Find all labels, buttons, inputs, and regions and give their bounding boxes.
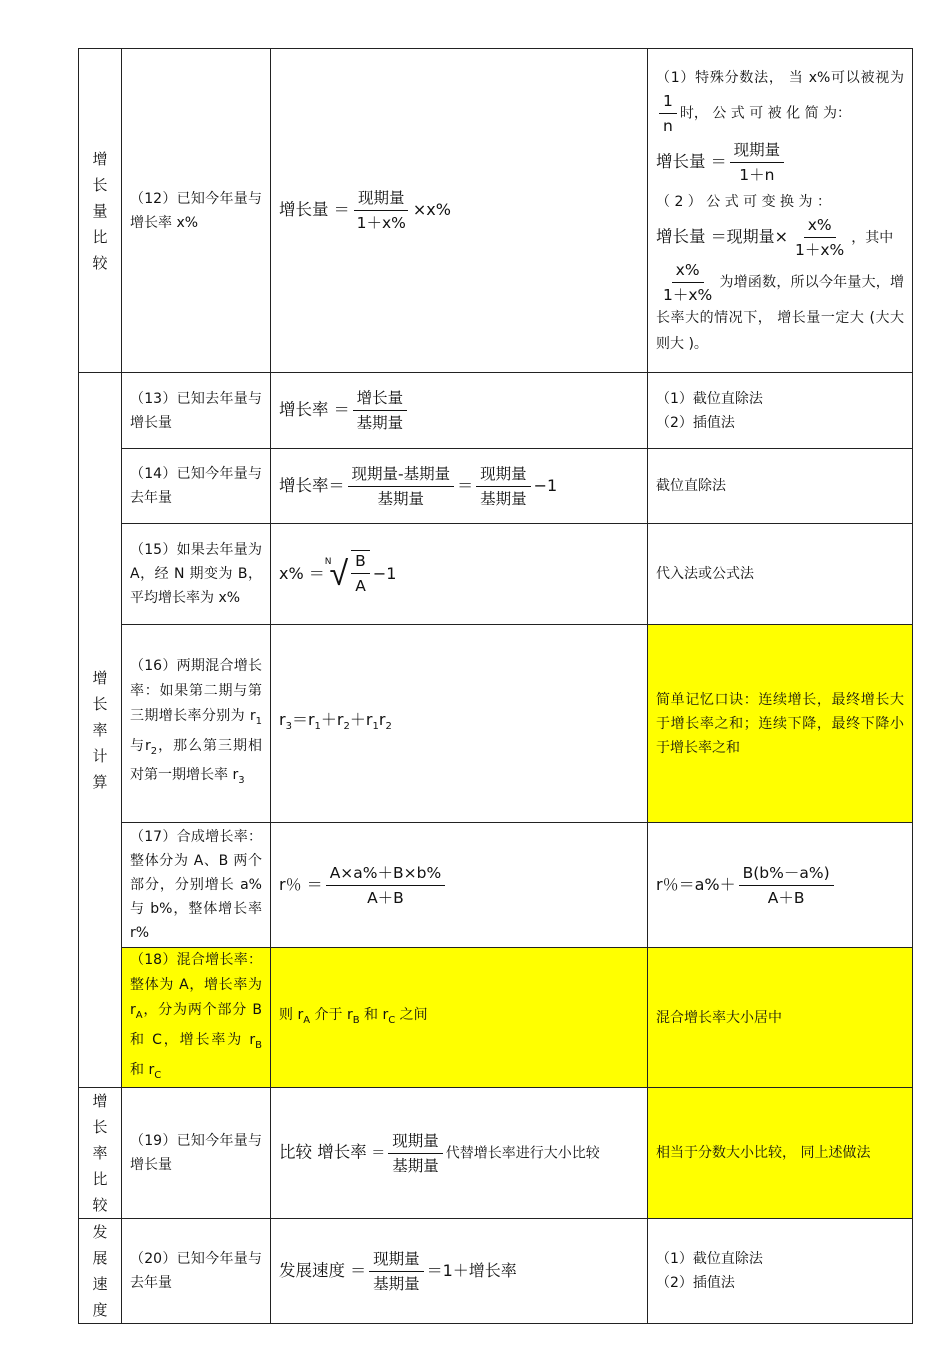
formula-cell: 增长量 ＝ 现期量 1＋x% ×x% <box>271 49 648 373</box>
table-row <box>79 1219 913 1324</box>
note-cell: （1）特殊分数法， 当 x%可以被视为 $\frac{1}{n}$ 时， 公 式 可 被 化 简 为： 增长量 ＝ 现期量 1＋n （ 2 ） 公 式 可 变 换 为 ： 增长量 ＝现期量× $\frac{x\%}{1+x\%}$ ，其中 $\frac{x\%}{1+x\%}$ 为增函数，所以今年量大，增长率大的情况下， 增长量一定大 (大大则大 )。 <box>648 49 913 373</box>
note-cell: 截位直除法 <box>648 449 913 524</box>
condition-cell: （15）如果去年量为 A，经 N 期变为 B，平均增长率为 x% <box>122 524 271 625</box>
note-cell: r％＝a%＋ $\frac{B(b\%-a\%)}{A+B}$ <box>648 823 913 948</box>
condition-cell: （13）已知去年量与增长量 <box>122 373 271 449</box>
table-row <box>79 449 913 524</box>
category-cell: 发展速度 <box>79 1219 122 1324</box>
condition-cell: （19）已知今年量与增长量 <box>122 1088 271 1219</box>
table-row <box>79 49 913 373</box>
table-row <box>79 524 913 625</box>
condition-cell: （20）已知今年量与去年量 <box>122 1219 271 1324</box>
note-cell: （1）截位直除法 （2）插值法 <box>648 373 913 449</box>
note-cell: 相当于分数大小比较， 同上述做法 <box>648 1088 913 1219</box>
table-row <box>79 823 913 948</box>
formula-cell: r％ ＝ $\frac{A\times a\%+B\times b\%}{A+B}$ <box>271 823 648 948</box>
nth-root: N √ B A <box>325 552 373 596</box>
note-cell: （1）截位直除法 （2）插值法 <box>648 1219 913 1324</box>
formula-cell: 增长率 ＝ 增长量 基期量 <box>271 373 648 449</box>
category-cell: 增长率比较 <box>79 1088 122 1219</box>
formula-cell: $r_3=r_1+r_2+r_1r_2$ <box>271 625 648 823</box>
condition-cell: （17）合成增长率：整体分为 A、B 两个部分，分别增长 a%与 b%，整体增长率 r% <box>122 823 271 948</box>
formula-cell: x% ＝ N √ B A −1 <box>271 524 648 625</box>
note-cell: 混合增长率大小居中 <box>648 948 913 1088</box>
formula-cell: 增长率＝ 现期量-基期量 基期量 ＝ 现期量 基期量 −1 <box>271 449 648 524</box>
category-cell: 增长率计算 <box>79 373 122 1088</box>
table-row <box>79 625 913 823</box>
category-cell: 增长量比较 <box>79 49 122 373</box>
condition-cell: （18）混合增长率：整体为 A，增长率为 $r_A$，分为两个部分 B 和 C，增长率为 $r_B$ 和 $r_C$ <box>122 948 271 1088</box>
condition-cell: （16）两期混合增长率：如果第二期与第三期增长率分别为 $r_1$与$r_2$，那么第三期相对第一期增长率 $r_3$ <box>122 625 271 823</box>
table-row <box>79 948 913 1088</box>
condition-cell: （12）已知今年量与增长率 x% <box>122 49 271 373</box>
note-cell: 简单记忆口诀：连续增长，最终增长大于增长率之和；连续下降，最终下降小于增长率之和 <box>648 625 913 823</box>
note-cell: 代入法或公式法 <box>648 524 913 625</box>
formula-cell: 则 $r_A$ 介于 $r_B$ 和 $r_C$ 之间 <box>271 948 648 1088</box>
formula-cell: 发展速度 ＝ 现期量 基期量 ＝1＋增长率 <box>271 1219 648 1324</box>
table-row <box>79 373 913 449</box>
formula-table <box>78 48 913 1324</box>
condition-cell: （14）已知今年量与去年量 <box>122 449 271 524</box>
formula-cell: 比较 增长率 ＝ 现期量 基期量 代替增长率进行大小比较 <box>271 1088 648 1219</box>
table-row <box>79 1088 913 1219</box>
